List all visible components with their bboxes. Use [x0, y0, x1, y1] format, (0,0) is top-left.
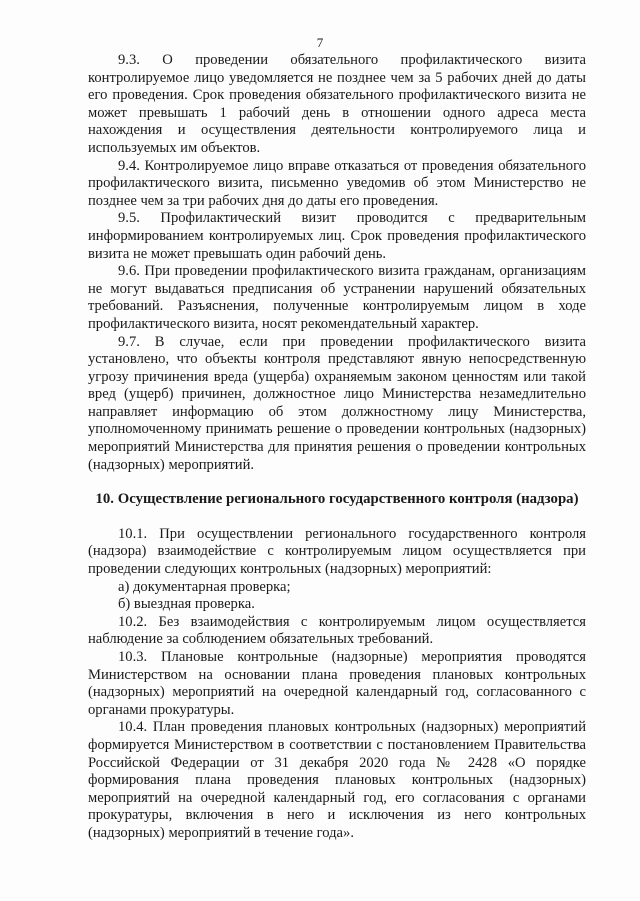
paragraph-9-7: 9.7. В случае, если при проведении профилактического визита установлено, что объекты контроля представляют явную непосредственную угрозу причинения вреда (ущерба) охраняемым законом ценностям или такой вред (ущерб) причинен, должностное лицо Министерства незамедлительно направляет информацию об этом должностному лицу Министерства, уполномоченному принимать решение о проведении контрольных (надзорных) мероприятий Министерства для принятия решения о проведении контрольных (надзорных) мероприятий.	[88, 333, 586, 473]
paragraph-9-6: 9.6. При проведении профилактического визита гражданам, организациям не могут выдаваться предписания об устранении нарушений обязательных требований. Разъяснения, полученные контролируемым лицом в ходе профилактического визита, носят рекомендательный характер.	[88, 263, 586, 332]
spacer	[88, 474, 586, 491]
list-item-b: б) выездная проверка.	[118, 596, 255, 613]
paragraph-10-4: 10.4. План проведения плановых контрольных (надзорных) мероприятий формируется Министерством в соответствии с постановлением Правительства Российской Федерации от 31 декабря 2020 года № 2428 «О порядке формирования плана проведения плановых контрольных (надзорных) мероприятий на очередной календарный год, его согласования с органами прокуратуры, включения в него и исключения из него контрольных (надзорных) мероприятий в течение года».	[88, 719, 586, 841]
paragraph-10-1: 10.1. При осуществлении регионального государственного контроля (надзора) взаимодействие с контролируемым лицом осуществляется при проведении следующих контрольных (надзорных) мероприятий:	[88, 525, 586, 578]
spacer	[88, 509, 586, 526]
paragraph-9-5: 9.5. Профилактический визит проводится с предварительным информированием контролируемых лиц. Срок проведения профилактического визита не может превышать один рабочий день.	[88, 210, 586, 262]
paragraph-9-4: 9.4. Контролируемое лицо вправе отказаться от проведения обязательного профилактического визита, письменно уведомив об этом Министерство не позднее чем за три рабочих дня до даты его проведения.	[88, 157, 586, 209]
list-item-a: а) документарная проверка;	[118, 578, 291, 595]
paragraph-10-2: 10.2. Без взаимодействия с контролируемым лицом осуществляется наблюдение за соблюдением обязательных требований.	[88, 613, 586, 648]
section-heading: 10. Осуществление регионального государственного контроля (надзора)	[95, 491, 579, 508]
paragraph-10-3: 10.3. Плановые контрольные (надзорные) мероприятия проводятся Министерством на основании плана проведения плановых контрольных (надзорных) мероприятий на очередной календарный год, согласованного с органами прокуратуры.	[88, 649, 586, 718]
document-body	[88, 52, 586, 843]
page-number: 7	[316, 35, 324, 50]
paragraph-9-3: 9.3. О проведении обязательного профилактического визита контролируемое лицо уведомляется не позднее чем за 5 рабочих дней до даты его проведения. Срок проведения обязательного профилактического визита не может превышать 1 рабочий день в отношении одного адреса места нахождения и осуществления деятельности контролируемого лица и используемых им объектов.	[88, 52, 586, 156]
